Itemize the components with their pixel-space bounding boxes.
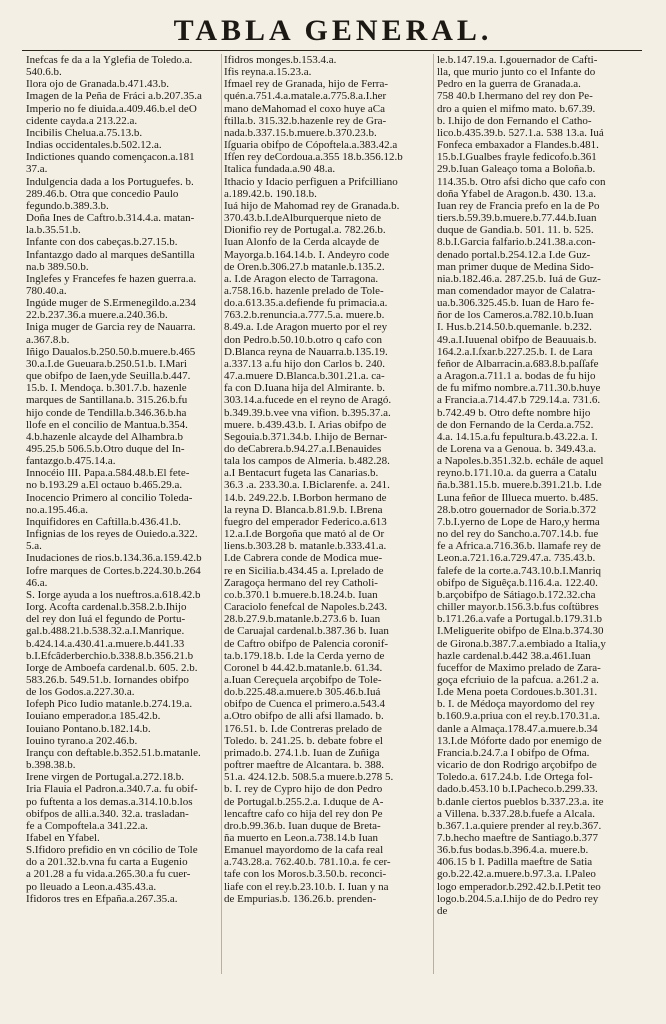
index-entry-line: de Girona.b.387.7.a.embiado a Italia,y: [437, 637, 606, 650]
index-entry-line: don Pedro.b.50.10.b.otro q cafo con: [224, 333, 382, 346]
index-entry-line: 29.b.Iuan Galeaço toma a Boloña.b.: [437, 163, 596, 176]
index-entry-line: Ifis reyna.a.15.23.a.: [224, 66, 312, 79]
index-entry-line: 780.40.a.: [26, 284, 67, 297]
index-entry-line: Ifſen rey deCordoua.a.355 18.b.356.12.b: [224, 151, 403, 164]
index-entry-line: Inudaciones de rios.b.134.36.a.159.42.b: [26, 552, 202, 565]
index-entry-line: denado portal.b.254.12.a I.de Guz-: [437, 248, 591, 261]
index-entry-line: de Portugal.b.255.2.a. I.duque de A-: [224, 795, 384, 808]
index-entry-line: vicario de don Rodrigo arçobifpo de: [437, 759, 597, 772]
index-entry-line: Ifmael rey de Granada, hijo de Ferra-: [224, 78, 389, 91]
index-entry-line: 37.a.: [26, 163, 48, 176]
index-column-2: [224, 54, 424, 905]
index-entry-line: fantazgo.b.475.14.a.: [26, 455, 116, 468]
index-entry-line: obifpo de Cuenca el primero.a.543.4: [224, 698, 385, 711]
index-entry-line: Iñigo Daualos.b.250.50.b.muere.b.465: [26, 345, 196, 358]
index-entry-line: Infante con dos cabeças.b.27.15.b.: [26, 236, 178, 249]
index-entry-line: tala los campos de Almeria. b.482.28.: [224, 455, 390, 468]
index-entry-line: 13.I.de Móforte dado por enemigo de: [437, 734, 602, 747]
index-entry-line: po fuftenta a los demas.a.314.10.b.los: [26, 795, 193, 808]
index-entry-line: dado.b.453.10 b.I.Pacheco.b.299.33.: [437, 783, 598, 796]
index-entry-line: 495.25.b 506.5.b.Otro duque del In-: [26, 443, 185, 455]
index-entry-line: 22.b.237.36.a muere.a.240.36.b.: [26, 309, 168, 322]
index-column-3: [437, 54, 637, 917]
index-entry-line: 28.b.otro gouernador de Soria.b.372: [437, 503, 597, 516]
index-entry-line: Mayorga.b.164.14.b. I. Andeyro code: [224, 248, 390, 261]
index-entry-line: do deCabrera.b.94.27.a.I.Benauides: [224, 443, 382, 455]
index-entry-line: 28.b.27.9.b.matanle.b.273.6 b. Iuan: [224, 613, 381, 626]
index-entry-line: Indias occidentales.b.502.12.a.: [26, 139, 162, 152]
index-entry-line: Iofre marques de Cortes.b.224.30.b.264: [26, 564, 201, 577]
index-entry-line: Luna feñor de Illueca muerto. b.485.: [437, 491, 599, 504]
index-entry-line: 370.43.b.I.deAlburquerque nieto de: [224, 212, 382, 225]
page-title: TABLA GENERAL.: [173, 14, 493, 47]
index-entry-line: fegundo.b.389.3.b.: [26, 199, 109, 212]
index-entry-line: Doña Ines de Caftro.b.314.4.a. matan-: [26, 212, 195, 225]
index-entry-line: Iria Flauia el Padron.a.340.7.a. fu obif-: [26, 783, 198, 796]
index-entry-line: b.349.39.b.vee vna vifion. b.395.37.a.: [224, 406, 391, 419]
index-entry-line: doña Yfabel de Aragon.b. 430. 13.a.: [437, 187, 597, 200]
index-entry-line: marques de Santillana.b. 315.26.b.fu: [26, 394, 188, 407]
index-entry-line: Iouiano emperador.a 185.42.b.: [26, 710, 161, 723]
index-entry-line: Indictiones quando començacon.a.181: [26, 151, 195, 164]
index-entry-line: gal.b.488.21.b.538.32.a.I.Manrique.: [26, 625, 185, 638]
index-entry-line: Leon.a.721.16.a.729.47.a. 735.43.b.: [437, 552, 596, 565]
index-entry-line: b.742.49 b. Otro defte nombre hijo: [437, 406, 591, 419]
index-entry-line: a Villena. b.337.28.b.fuefe a Alcala.: [437, 807, 595, 820]
index-entry-line: Iſguaria obifpo de Cópoftela.a.383.42.a: [224, 139, 398, 152]
index-entry-line: Italica fundada.a.90 48.a.: [224, 163, 336, 176]
index-entry-line: 4.a. 14.15.a.fu fepultura.b.43.22.a. I.: [437, 430, 598, 443]
index-entry-line: a.337.13 a.fu hijo don Carlos b. 240.: [224, 357, 386, 370]
index-entry-line: man primer duque de Medina Sido-: [437, 260, 594, 273]
index-entry-line: de Caftro obifpo de Palencia coronif-: [224, 637, 389, 650]
index-entry-line: hazle cardenal.b.442 38.a.461.Iuan: [437, 649, 591, 662]
index-entry-line: Infignias de los reyes de Ouiedo.a.322.: [26, 528, 198, 541]
index-entry-line: liafe con el rey.b.23.10.b. I. Iuan y na: [224, 880, 389, 893]
index-entry-line: Innocéio III. Papa.a.584.48.b.El fete-: [26, 467, 190, 480]
index-entry-line: 8.b.I.Garcia falfario.b.241.38.a.con-: [437, 236, 596, 249]
index-entry-line: nia.b.182.46.a. 287.25.b. Iuá de Guz-: [437, 272, 601, 285]
index-entry-line: 15.b. I. Mendoça. b.301.7.b. hazenle: [26, 382, 187, 395]
index-entry-line: b.367.1.a.quiere prender al rey.b.367.: [437, 819, 602, 832]
index-entry-line: Infantazgo dado al marques deSantilla: [26, 248, 195, 261]
index-entry-line: a.367.8.b.: [26, 333, 70, 346]
index-entry-line: Iorg. Acofta cardenal.b.358.2.b.Ihijo: [26, 601, 187, 614]
index-entry-line: Iouiano Pontano.b.182.14.b.: [26, 722, 151, 735]
index-entry-line: I.de Mena poeta Cordoues.b.301.31.: [437, 686, 598, 699]
index-entry-line: 30.a.I.de Gueuara.b.250.51.b. I.Mari: [26, 357, 187, 370]
index-entry-line: primado.b. 274.1.b. Iuan de Zuñiga: [224, 746, 380, 759]
title-rule: [22, 50, 642, 51]
index-entry-line: 5.a.: [26, 540, 42, 553]
index-entry-line: no.a.195.46.a.: [26, 503, 89, 516]
index-entry-line: 12.a.I.de Borgoña que mató al de Or: [224, 528, 385, 541]
index-entry-line: 289.46.b. Otra que concedio Paulo: [26, 187, 179, 200]
index-entry-line: ftilla.b. 315.32.b.hazenle rey de Gra-: [224, 114, 387, 127]
index-entry-line: na.b 389.50.b.: [26, 260, 89, 273]
column-divider: [433, 54, 434, 974]
index-entry-line: a Francia.a.714.47.b 729.14.a. 731.6.: [437, 394, 601, 407]
index-entry-line: b. I. de Médoça mayordomo del rey: [437, 698, 595, 711]
index-entry-line: Indulgencia dada a los Portuguefes. b.: [26, 175, 194, 188]
index-entry-line: poftrer maeftre de Alcantara. b. 388.: [224, 759, 385, 772]
index-column-1: [26, 54, 226, 905]
index-entry-line: Ifidros monges.b.153.4.a.: [224, 54, 337, 66]
index-entry-line: Ingúde muger de S.Ermenegildo.a.234: [26, 297, 196, 310]
index-entry-line: do a 201.32.b.vna fu carta a Eugenio: [26, 856, 188, 869]
index-entry-line: danle a Almaça.178.47.a.muere.b.34: [437, 722, 598, 735]
index-entry-line: cidente cayda.a 213.22.a.: [26, 114, 138, 127]
index-entry-line: obifpo de Siguêça.b.116.4.a. 122.40.: [437, 576, 598, 589]
index-entry-line: liens.b.303.28 b. matanle.b.333.41.a.: [224, 540, 387, 553]
index-entry-line: ta.b.179.18.b. I.de la Cerda yerno de: [224, 649, 385, 662]
index-entry-line: de Oren.b.306.27.b matanle.b.135.2.: [224, 260, 385, 273]
index-entry-line: Iorge de Amboefa cardenal.b. 605. 2.b.: [26, 661, 198, 674]
index-entry-line: que obifpo de Iaen,yde Seuilla.b.447.: [26, 370, 191, 383]
index-entry-line: goça efcriuio de la pafcua. a.261.2 a.: [437, 673, 599, 686]
index-entry-line: Iofeph Pico Iudio matanle.b.274.19.a.: [26, 698, 193, 711]
index-entry-line: b.398.38.b.: [26, 759, 76, 772]
index-entry-line: dro.b.99.36.b. Iuan duque de Breta-: [224, 819, 381, 832]
index-entry-line: S. Iorge ayuda a los nueftros.a.618.42.b: [26, 588, 201, 601]
index-entry-line: 7.b.hecho maeftre de Santiago.b.377: [437, 832, 598, 844]
index-entry-line: la.b.35.51.b.: [26, 224, 81, 237]
index-entry-line: ua.b.306.325.45.b. Iuan de Haro fe-: [437, 297, 595, 310]
index-entry-line: 540.6.b.: [26, 66, 62, 79]
index-entry-line: ñor de los Cameros.a.782.10.b.Iuan: [437, 309, 594, 322]
index-entry-line: tafe con los Moros.b.3.50.b. reconci-: [224, 868, 387, 881]
index-entry-line: Inglefes y Francefes fe hazen guerra.a.: [26, 272, 197, 285]
index-entry-line: de don Fernando de la Cerda.a.752.: [437, 418, 594, 431]
index-entry-line: obifpos de alli.a.340. 32.a. trasladan-: [26, 807, 189, 820]
index-entry-line: b.danle ciertos pueblos b.337.23.a. ite: [437, 795, 604, 808]
index-entry-line: 49.a.I.Iuuenal obifpo de Beauuais.b.: [437, 333, 597, 346]
index-entry-line: Iniga muger de Garcia rey de Nauarra.: [26, 321, 196, 334]
index-entry-line: 7.b.I.yerno de Lope de Haro,y herma: [437, 515, 600, 528]
index-entry-line: S.Ifidoro prefidio en vn cócilio de Tole: [26, 844, 198, 857]
index-entry-line: a. I.de Aragon electo de Tarragona.: [224, 272, 379, 285]
index-entry-line: Incibilis Chelua.a.75.13.b.: [26, 126, 143, 139]
index-entry-line: tiers.b.59.39.b.muere.b.77.44.b.Iuan: [437, 212, 597, 225]
index-entry-line: fuegro del emperador Federico.a.613: [224, 515, 387, 528]
index-entry-line: le.b.147.19.a. I.gouernador de Cafti-: [437, 54, 598, 66]
index-entry-line: a.Otro obifpo de alli afsi llamado. b.: [224, 710, 384, 723]
index-entry-line: falefe de la corte.a.743.10.b.I.Manriq: [437, 564, 602, 577]
index-entry-line: 303.14.a.fucede en el reyno de Aragó.: [224, 394, 392, 407]
index-entry-line: Francia.b.24.7.a I obifpo de Ofma.: [437, 746, 590, 759]
index-entry-line: 406.15 b I. Padilla maeftre de Satia: [437, 856, 593, 869]
index-entry-line: de fu mifmo nombre.a.711.30.b.huye: [437, 382, 601, 395]
index-entry-line: Irançu con deftable.b.352.51.b.matanle.: [26, 746, 201, 759]
index-entry-line: do.a.613.35.a.defiende fu primacia.a.: [224, 297, 388, 310]
index-entry-line: I.de Cabrera conde de Modica mue-: [224, 552, 383, 565]
index-entry-line: b.424.14.a.430.41.a.muere.b.441.33: [26, 637, 185, 650]
index-entry-line: Pedro en la guerra de Granada.a.: [437, 78, 581, 91]
index-entry-line: 164.2.a.I.ſxar.b.227.25.b. I. de Lara: [437, 345, 593, 358]
index-entry-line: 4.b.hazenle alcayde del Alhambra.b: [26, 430, 183, 443]
index-entry-line: Toledo.a. 617.24.b. I.de Ortega fol-: [437, 771, 593, 784]
index-entry-line: 36.b.fus bodas.b.396.4.a. muere.b.: [437, 844, 589, 857]
index-entry-line: chiller mayor.b.156.3.b.fus coſtübres: [437, 601, 599, 614]
index-entry-line: fe a Africa.a.716.36.b. llamafe rey de: [437, 540, 601, 553]
index-entry-line: a Napoles.b.351.32.b. echále de aquel: [437, 455, 604, 468]
index-entry-line: b.160.9.a.priua con el rey.b.170.31.a.: [437, 710, 601, 723]
index-entry-line: do.b.225.48.a.muere.b 305.46.b.Iuá: [224, 686, 381, 699]
index-entry-line: la reyna D. Blanca.b.81.9.b. I.Brena: [224, 503, 383, 516]
index-entry-line: po lleuado a Leon.a.435.43.a.: [26, 880, 157, 893]
index-entry-line: Irene virgen de Portugal.a.272.18.b.: [26, 771, 185, 784]
index-entry-line: lico.b.435.39.b. 527.1.a. 538 13.a. Iuá: [437, 126, 604, 139]
index-entry-line: Imperio no fe diuida.a.409.46.b.el deO: [26, 102, 197, 115]
index-entry-line: 176.51. b. I.de Contreras prelado de: [224, 722, 382, 735]
index-entry-line: 51.a. 424.12.b. 508.5.a muere.b.278 5.: [224, 771, 394, 784]
index-entry-line: I. Hus.b.214.50.b.quemanle. b.232.: [437, 321, 592, 334]
index-entry-line: 758 40.b I.hermano del rey don Pe-: [437, 90, 593, 103]
index-entry-line: a.189.42.b. 190.18.b.: [224, 187, 317, 200]
index-entry-line: a.743.28.a. 762.40.b. 781.10.a. fe cer-: [224, 856, 391, 869]
index-entry-line: Iuan rey de Francia prefo en la de Po: [437, 199, 600, 212]
index-entry-line: b.I.Efcâderberchio.b.338.8.b.356.21.b: [26, 649, 194, 662]
index-entry-line: no b.193.29 a.El octauo b.465.29.a.: [26, 479, 183, 492]
index-entry-line: b.arçobifpo de Sátiago.b.172.32.cha: [437, 588, 596, 601]
index-entry-line: hijo conde de Tendilla.b.346.36.b.ha: [26, 406, 187, 419]
index-entry-line: Ilora ojo de Granada.b.471.43.b.: [26, 78, 169, 91]
index-entry-line: feñor de Albarracin.a.683.8.b.paſſafe: [437, 357, 599, 370]
index-entry-line: I.Meliguerite obifpo de Elna.b.374.30: [437, 625, 604, 638]
index-entry-line: a.I Bentacurt fugeta las Canarias.b.: [224, 467, 379, 480]
index-entry-line: 47.a.muere D.Blanca.b.301.21.a. ca-: [224, 370, 385, 383]
index-entry-line: logo.b.204.5.a.I.hijo de do Pedro rey: [437, 892, 599, 905]
index-entry-line: fe a Compoftela.a 341.22.a.: [26, 819, 148, 832]
index-entry-line: Inefcas fe da a la Yglefia de Toledo.a.: [26, 54, 193, 66]
index-entry-line: ña.b.381.15.b. muere.b.391.21.b. I.de: [437, 479, 602, 492]
index-entry-line: logo emperador.b.292.42.b.I.Petit teo: [437, 880, 601, 893]
index-entry-line: re en Sicilia.b.434.45 a. I.prelado de: [224, 564, 384, 577]
index-entry-line: quén.a.751.4.a.matale.a.775.8.a.I.her: [224, 90, 387, 103]
index-entry-line: fa con D.Iuana hija del Almirante. b.: [224, 382, 385, 395]
index-entry-line: fuceffor de Maximo prelado de Zara-: [437, 661, 601, 674]
index-entry-line: de Lorena va a Genoua. b. 349.43.a.: [437, 443, 597, 455]
index-entry-line: a.Iuan Cereçuela arçobifpo de Tole-: [224, 673, 382, 686]
index-entry-line: Toledo. b. 241.25. b. debate fobre el: [224, 734, 383, 747]
index-entry-line: del rey don Iuá el fegundo de Portu-: [26, 613, 186, 626]
index-entry-line: Coronel b 44.42.b.matanle.b. 61.34.: [224, 661, 383, 674]
index-entry-line: 763.2.b.renuncia.a.777.5.a. muere.b.: [224, 309, 385, 322]
index-entry-line: Zaragoça hermano del rey Catholi-: [224, 576, 378, 589]
index-entry-line: Imagen de la Peña de Fráci a.b.207.35.a: [26, 90, 202, 103]
index-entry-line: a Aragon.a.711.1 a. bodas de fu hijo: [437, 370, 596, 383]
index-entry-line: Ifabel en Yfabel.: [26, 832, 100, 844]
index-entry-line: dro a quien el mifmo mato. b.67.39.: [437, 102, 596, 115]
index-entry-line: Segouia.b.371.34.b. I.hijo de Bernar-: [224, 430, 388, 443]
index-entry-line: ña muerto en Leon.a.738.14.b Iuan: [224, 832, 378, 844]
index-entry-line: lencaftre cafo co hija del rey don Pe: [224, 807, 383, 820]
index-entry-line: a 201.28 a fu vida.a.265.30.a fu cuer-: [26, 868, 191, 881]
index-entry-line: co.b.370.1 b.muere.b.18.24.b. Iuan: [224, 588, 378, 601]
index-entry-line: go.b.22.42.a.muere.b.97.3.a. I.Paleo: [437, 868, 596, 881]
index-entry-line: muere. b.439.43.b. I. Arias obifpo de: [224, 418, 387, 431]
index-entry-line: Ifidoros tres en Efpaña.a.267.35.a.: [26, 892, 178, 905]
index-entry-line: Inocencio Primero al concilio Toleda-: [26, 491, 193, 504]
index-entry-line: llofe en el concilio de Mantua.b.354.: [26, 418, 188, 431]
index-entry-line: de Empurias.b. 136.26.b. prenden-: [224, 892, 377, 905]
index-entry-line: b. I. rey de Cypro hijo de don Pedro: [224, 783, 383, 796]
index-entry-line: b.171.26.a.vafe a Portugal.b.179.31.b: [437, 613, 602, 626]
index-entry-line: de los Godos.a.227.30.a.: [26, 686, 135, 699]
index-entry-line: Fonfeca embaxador a Flandes.b.481.: [437, 139, 599, 152]
index-entry-line: 15.b.I.Gualbes frayle fedicofo.b.361: [437, 151, 597, 164]
index-entry-line: 36.3 .a. 233.30.a. I.Biclarenfe. a. 241.: [224, 479, 390, 492]
index-entry-line: 114.35.b. Otro afsi dicho que cafo con: [437, 175, 606, 188]
index-entry-line: nada.b.337.15.b.muere.b.370.23.b.: [224, 126, 377, 139]
index-entry-line: mano deMahomad el coxo huye aCa: [224, 102, 385, 115]
index-entry-line: Iuan Alonfo de la Cerda alcayde de: [224, 236, 380, 249]
index-entry-line: 14.b. 249.22.b. I.Borbon hermano de: [224, 491, 387, 504]
index-entry-line: b. I.hijo de don Fernando el Catho-: [437, 114, 592, 127]
index-entry-line: 46.a.: [26, 576, 48, 589]
index-entry-line: duque de Gandia.b. 501. 11. b. 525.: [437, 224, 594, 237]
index-entry-line: Inquifidores en Caftilla.b.436.41.b.: [26, 515, 181, 528]
index-entry-line: de: [437, 904, 448, 917]
index-entry-line: de Caruajal cardenal.b.387.36 b. Iuan: [224, 625, 389, 638]
index-entry-line: no del rey do Sancho.a.707.14.b. fue: [437, 528, 599, 541]
index-entry-line: Ithacio y Idacio perfiguen a Prifcilliano: [224, 175, 398, 188]
index-entry-line: Iouino tyrano.a 202.46.b.: [26, 734, 138, 747]
index-entry-line: Dionifio rey de Portugal.a. 782.26.b.: [224, 224, 386, 237]
index-entry-line: Iuá hijo de Mahomad rey de Granada.b.: [224, 199, 400, 212]
index-entry-line: lla, que murio junto co el Infante do: [437, 66, 596, 79]
index-entry-line: 583.26.b. 549.51.b. Iornandes obifpo: [26, 673, 189, 686]
index-entry-line: Caraciolo fenefcal de Napoles.b.243.: [224, 601, 388, 614]
index-entry-line: a.758.16.b. hazenle prelado de Tole-: [224, 284, 384, 297]
index-entry-line: Emanuel mayordomo de la cafa real: [224, 844, 384, 857]
index-entry-line: D.Blanca reyna de Nauarra.b.135.19.: [224, 345, 388, 358]
index-entry-line: reyno.b.171.10.a. da guerra a Catalu: [437, 467, 597, 480]
index-entry-line: man comendador mayor de Calatra-: [437, 284, 596, 297]
index-entry-line: 8.49.a. I.de Aragon muerto por el rey: [224, 321, 388, 334]
